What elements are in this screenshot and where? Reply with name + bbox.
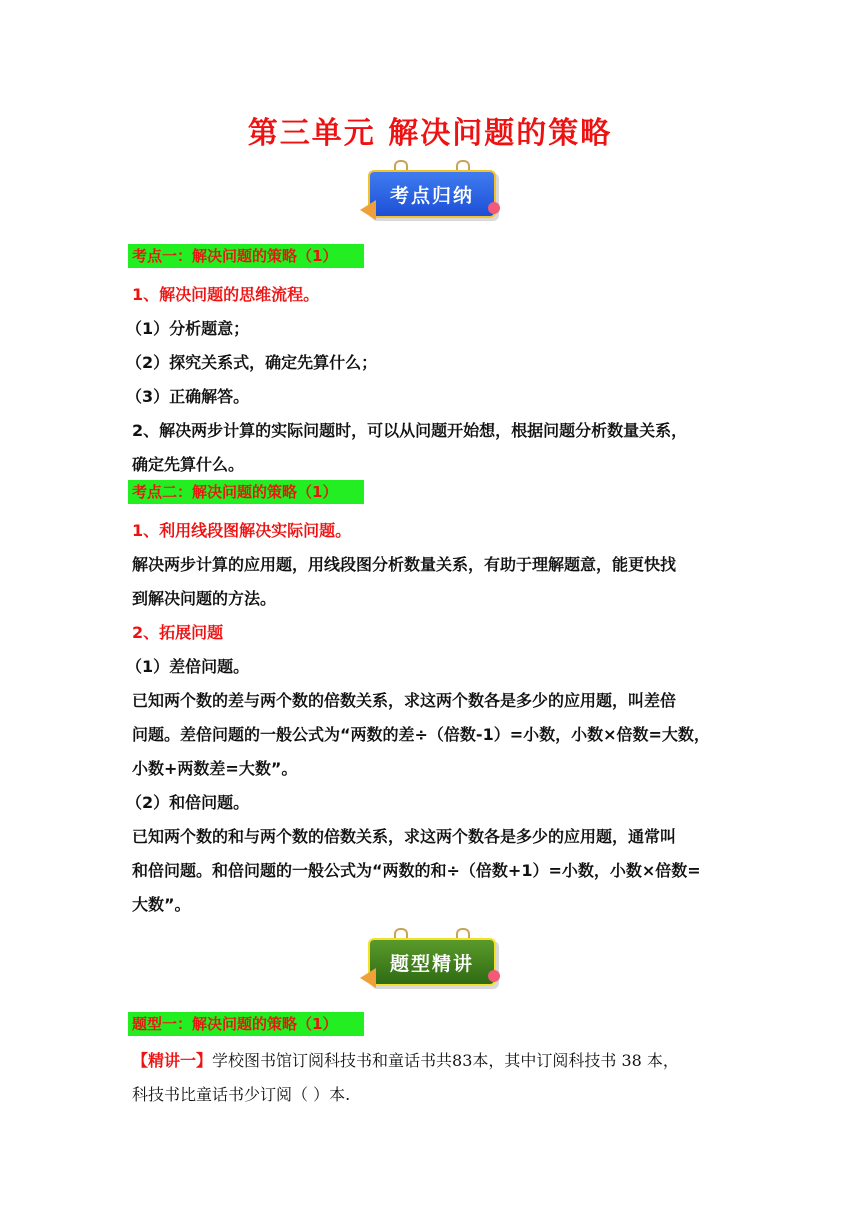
paragraph-line: 已知两个数的差与两个数的倍数关系，求这两个数各是多少的应用题，叫差倍 — [132, 691, 677, 710]
example-tag: 【精讲一】 — [132, 1051, 213, 1070]
list-item: （1）差倍问题。 — [126, 657, 250, 676]
dot-icon — [488, 970, 500, 982]
example-line: 科技书比童话书少订阅（ ）本. — [132, 1085, 351, 1104]
example-line — [132, 1048, 679, 1071]
badge-label: 题型精讲 — [368, 938, 496, 986]
list-item: （2）和倍问题。 — [126, 793, 250, 812]
paragraph-line: 确定先算什么。 — [132, 455, 245, 474]
example-text: 学校图书馆订阅科技书和童话书共83本，其中订阅科技书 38 本， — [212, 1051, 679, 1070]
section-heading: 考点一：解决问题的策略（1） — [128, 244, 364, 268]
flag-icon — [360, 200, 376, 220]
badge-question-types — [360, 928, 502, 996]
list-item: 2、拓展问题 — [132, 623, 224, 642]
list-item: 1、解决问题的思维流程。 — [132, 285, 320, 304]
list-item: （1）分析题意； — [126, 319, 250, 338]
page-title: 第三单元 解决问题的策略 — [247, 116, 613, 151]
dot-icon — [488, 202, 500, 214]
paragraph-line: 2、解决两步计算的实际问题时，可以从问题开始想，根据问题分析数量关系， — [132, 421, 688, 440]
badge-exam-points — [360, 160, 502, 228]
paragraph-line: 问题。差倍问题的一般公式为“两数的差÷（倍数-1）=小数，小数×倍数=大数， — [132, 725, 710, 744]
paragraph-line: 和倍问题。和倍问题的一般公式为“两数的和÷（倍数+1）=小数，小数×倍数= — [132, 861, 701, 880]
paragraph-line: 已知两个数的和与两个数的倍数关系，求这两个数各是多少的应用题，通常叫 — [132, 827, 677, 846]
paragraph-line: 大数”。 — [132, 895, 191, 914]
section-heading: 题型一：解决问题的策略（1） — [128, 1012, 364, 1036]
list-item: （2）探究关系式，确定先算什么； — [126, 353, 378, 372]
badge-label: 考点归纳 — [368, 170, 496, 218]
section-heading: 考点二：解决问题的策略（1） — [128, 480, 364, 504]
paragraph-line: 到解决问题的方法。 — [132, 589, 277, 608]
list-item: 1、利用线段图解决实际问题。 — [132, 521, 352, 540]
paragraph-line: 小数+两数差=大数”。 — [132, 759, 298, 778]
list-item: （3）正确解答。 — [126, 387, 250, 406]
paragraph-line: 解决两步计算的应用题，用线段图分析数量关系，有助于理解题意，能更快找 — [132, 555, 677, 574]
flag-icon — [360, 968, 376, 988]
